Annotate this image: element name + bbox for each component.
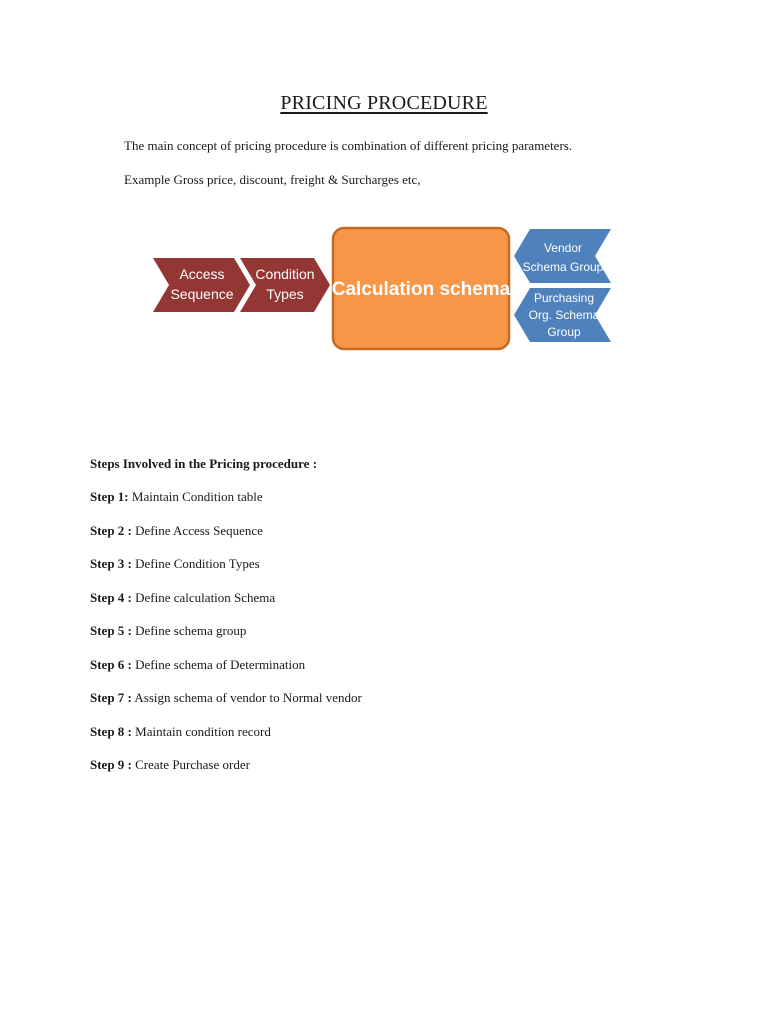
vendor-schema-group-line2: Schema Group [522, 260, 604, 274]
access-sequence-label-line2: Sequence [170, 286, 234, 302]
step-item [90, 657, 362, 691]
intro-paragraph: The main concept of pricing procedure is combination of different pricing parameters. [124, 138, 573, 153]
condition-types-label-line1: Condition [255, 266, 315, 282]
example-paragraph: Example Gross price, discount, freight & Surcharges etc, [124, 172, 421, 187]
step-text: Create Purchase order [131, 757, 250, 772]
vendor-schema-group-chevron [514, 229, 611, 283]
step-item [90, 757, 362, 791]
step-item [90, 489, 362, 523]
step-label: Step 4 : [90, 589, 132, 605]
step-label: Step 8 : [90, 723, 132, 739]
page-title: PRICING PROCEDURE [280, 92, 488, 114]
step-text: Define Access Sequence [131, 522, 263, 538]
step-text: Define Condition Types [131, 556, 260, 571]
step-label: Step 2 : [90, 522, 132, 538]
purchasing-org-line3: Group [547, 325, 581, 339]
access-sequence-chevron [153, 258, 250, 312]
purchasing-org-schema-group-chevron [514, 288, 611, 342]
access-sequence-label-line1: Access [179, 266, 225, 282]
step-item [90, 590, 362, 624]
purchasing-org-line2: Org. Schema [528, 308, 600, 322]
steps-heading: Steps Involved in the Pricing procedure : [90, 456, 318, 471]
step-text: Assign schema of vendor to Normal vendor [131, 690, 362, 705]
step-label: Step 3 : [90, 556, 132, 571]
step-item [90, 690, 362, 724]
step-label: Step 6 : [90, 656, 132, 672]
calculation-schema-label: Calculation schema [331, 279, 511, 300]
condition-types-label-line2: Types [266, 286, 304, 302]
step-text: Define schema group [131, 623, 247, 638]
step-label: Step 5 : [90, 623, 132, 638]
step-item [90, 623, 362, 657]
step-item [90, 556, 362, 590]
step-text: Maintain condition record [131, 723, 271, 739]
calculation-schema-box [332, 228, 511, 349]
purchasing-org-line1: Purchasing [533, 291, 595, 305]
step-text: Maintain Condition table [128, 489, 263, 504]
step-label: Step 9 : [90, 757, 132, 772]
step-label: Step 1: [90, 489, 129, 504]
step-item [90, 724, 362, 758]
step-item [90, 523, 362, 557]
steps-section [90, 456, 362, 791]
pricing-procedure-diagram [150, 224, 616, 354]
vendor-schema-group-line1: Vendor [543, 241, 583, 255]
step-text: Define calculation Schema [131, 589, 276, 605]
step-label: Step 7 : [90, 690, 132, 705]
step-text: Define schema of Determination [131, 656, 306, 672]
condition-types-chevron [240, 258, 330, 312]
